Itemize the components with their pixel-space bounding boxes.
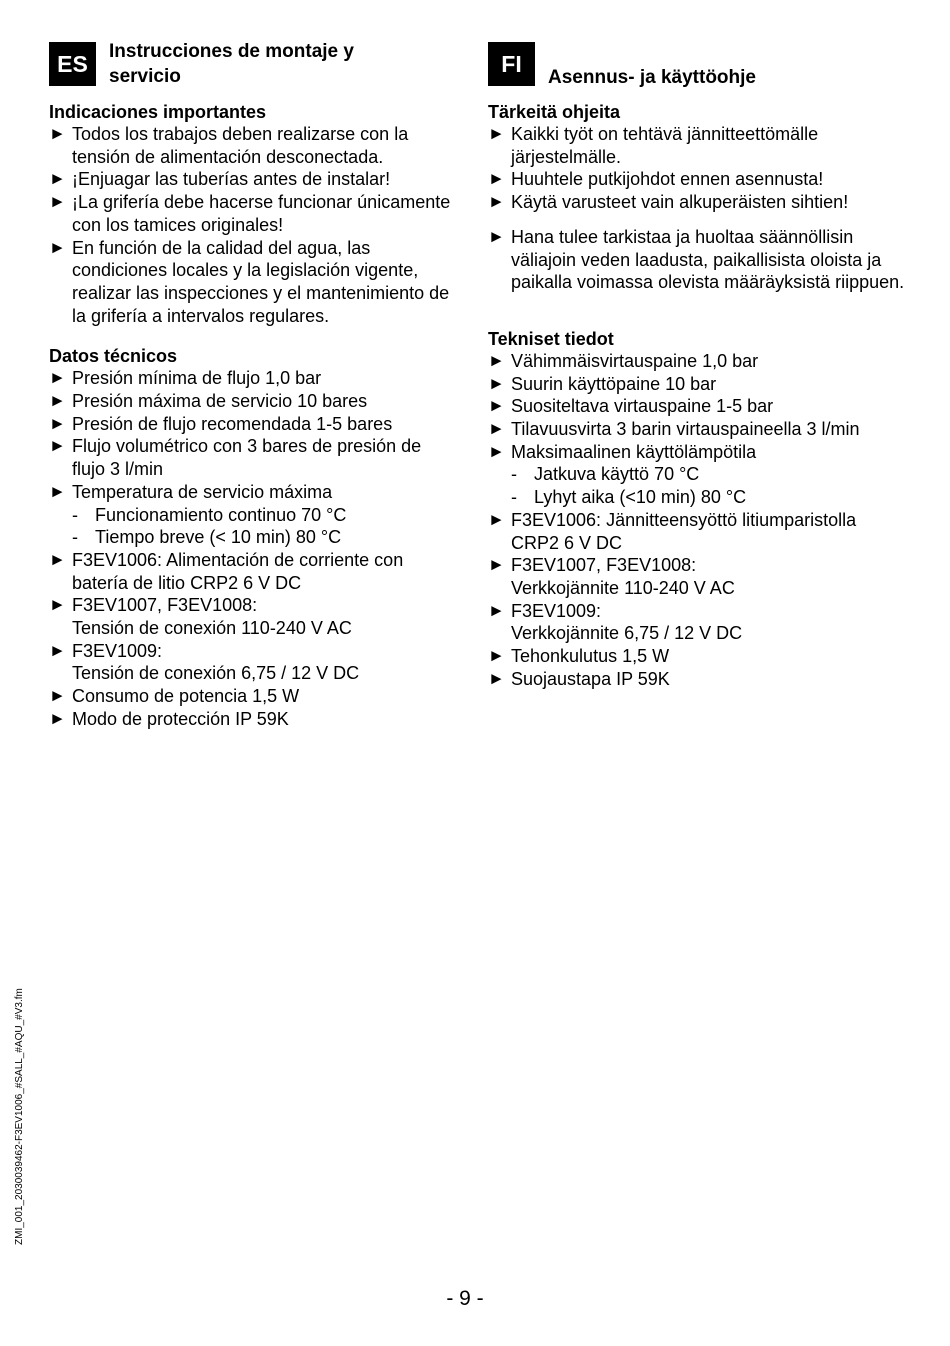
page-number: - 9 - — [446, 1287, 484, 1310]
list-item: ► ¡Enjuagar las tuberías antes de instalar! — [49, 169, 391, 190]
column-fi — [488, 40, 908, 690]
bullet-arrow-icon: ► — [488, 668, 505, 688]
bullet-arrow-icon: ► — [488, 396, 505, 416]
bullet-arrow-icon: ► — [488, 373, 505, 393]
bullet-arrow-icon: ► — [488, 441, 505, 461]
bullet-arrow-icon: ► — [488, 509, 505, 529]
important-heading-fi: Tärkeitä ohjeita — [488, 102, 621, 122]
section-header-es — [49, 40, 459, 98]
bullet-arrow-icon: ► — [49, 192, 66, 212]
list-item: ► Presión mínima de flujo 1,0 bar — [49, 368, 322, 389]
list-item: ► Temperatura de servicio máxima — [49, 481, 333, 502]
list-item: ► Vähimmäisvirtauspaine 1,0 bar — [488, 350, 759, 371]
important-list-fi — [488, 123, 908, 214]
sub-list-item: - Funcionamiento continuo 70 °C — [72, 504, 347, 525]
sub-list-item: - Lyhyt aika (<10 min) 80 °C — [511, 487, 747, 508]
list-item: ► Suositeltava virtauspaine 1-5 bar — [488, 396, 774, 417]
page-title-fi: Asennus- ja käyttöohje — [548, 67, 756, 88]
list-item: ► Tilavuusvirta 3 barin virtauspaineella 3 l/min — [488, 419, 860, 440]
list-item: ► Hana tulee tarkistaa ja huoltaa säännöllisin väliajoin veden laadusta, paikallisista oloista ja paikalla voimassa olevista määräyksistä riippuen. — [488, 226, 905, 293]
bullet-arrow-icon: ► — [49, 549, 66, 569]
list-item: ► Modo de protección IP 59K — [49, 708, 289, 729]
bullet-arrow-icon: ► — [49, 436, 66, 456]
section-header-fi — [488, 40, 908, 98]
list-item: ► Huuhtele putkijohdot ennen asennusta! — [488, 169, 824, 190]
bullet-arrow-icon: ► — [488, 350, 505, 370]
list-item: ► F3EV1007, F3EV1008: Tensión de conexión 110-240 V AC — [49, 595, 352, 639]
list-item: ► En función de la calidad del agua, las condiciones locales y la legislación vigente, realizar las inspecciones y el mantenimiento de la grifería a intervalos regulares. — [49, 237, 450, 326]
important-list-es — [49, 123, 459, 327]
list-item: ► Tehonkulutus 1,5 W — [488, 646, 670, 667]
list-item: ► F3EV1007, F3EV1008: Verkkojännite 110-240 V AC — [488, 555, 735, 598]
bullet-arrow-icon: ► — [49, 708, 66, 728]
list-item: ► Presión máxima de servicio 10 bares — [49, 391, 368, 412]
sub-list-item: - Tiempo breve (< 10 min) 80 °C — [72, 527, 342, 548]
tech-heading-es: Datos técnicos — [49, 346, 178, 367]
language-badge-fi: FI — [488, 42, 535, 86]
bullet-arrow-icon: ► — [488, 226, 505, 246]
tech-list-es — [49, 367, 459, 730]
list-item: ► F3EV1006: Jännitteensyöttö litiumparistolla CRP2 6 V DC — [488, 509, 857, 553]
bullet-arrow-icon: ► — [488, 646, 505, 666]
bullet-arrow-icon: ► — [488, 192, 505, 212]
bullet-arrow-icon: ► — [49, 686, 66, 706]
list-item: ► Suurin käyttöpaine 10 bar — [488, 373, 717, 394]
important-heading-es: Indicaciones importantes — [49, 102, 267, 122]
bullet-arrow-icon: ► — [49, 391, 66, 411]
language-badge-es: ES — [49, 42, 96, 86]
sub-list-item: - Jatkuva käyttö 70 °C — [511, 464, 700, 485]
tech-list-fi — [488, 350, 908, 691]
bullet-arrow-icon: ► — [488, 555, 505, 575]
bullet-arrow-icon: ► — [49, 237, 66, 257]
bullet-arrow-icon: ► — [49, 169, 66, 189]
list-item: ► Kaikki työt on tehtävä jännitteettömälle järjestelmälle. — [488, 124, 819, 167]
list-item: ► Maksimaalinen käyttölämpötila — [488, 441, 757, 462]
bullet-arrow-icon: ► — [488, 600, 505, 620]
list-item: ► ¡La grifería debe hacerse funcionar únicamente con los tamices originales! — [49, 192, 451, 235]
list-item: ► F3EV1006: Alimentación de corriente con batería de litio CRP2 6 V DC — [49, 549, 404, 593]
column-es — [49, 40, 459, 731]
list-item: ► Suojaustapa IP 59K — [488, 668, 670, 689]
list-item: ► F3EV1009: Tensión de conexión 6,75 / 12 V DC — [49, 640, 360, 684]
bullet-arrow-icon: ► — [49, 481, 66, 501]
list-item: ► Consumo de potencia 1,5 W — [49, 686, 300, 707]
bullet-arrow-icon: ► — [488, 419, 505, 439]
bullet-arrow-icon: ► — [49, 413, 66, 433]
file-reference-note: ZMI_001_2030039462-F3EV1006_#SALL_#AQU_#V3.fm — [14, 988, 25, 1245]
bullet-arrow-icon: ► — [49, 595, 66, 615]
bullet-arrow-icon: ► — [488, 124, 505, 143]
list-item: ► Presión de flujo recomendada 1-5 bares — [49, 413, 393, 434]
page-title-es: Instrucciones de montaje y servicio — [109, 41, 354, 87]
list-item: ► Käytä varusteet vain alkuperäisten sihtien! — [488, 192, 849, 213]
bullet-arrow-icon: ► — [49, 124, 66, 143]
bullet-arrow-icon: ► — [488, 169, 505, 189]
list-item: ► Flujo volumétrico con 3 bares de presión de flujo 3 l/min — [49, 436, 422, 480]
list-item: ► Todos los trabajos deben realizarse con la tensión de alimentación desconectada. — [49, 124, 409, 167]
bullet-arrow-icon: ► — [49, 368, 66, 388]
bullet-arrow-icon: ► — [49, 640, 66, 660]
tech-heading-fi: Tekniset tiedot — [488, 328, 614, 349]
important-list-fi-2 — [488, 226, 908, 294]
list-item: ► F3EV1009: Verkkojännite 6,75 / 12 V DC — [488, 600, 743, 644]
